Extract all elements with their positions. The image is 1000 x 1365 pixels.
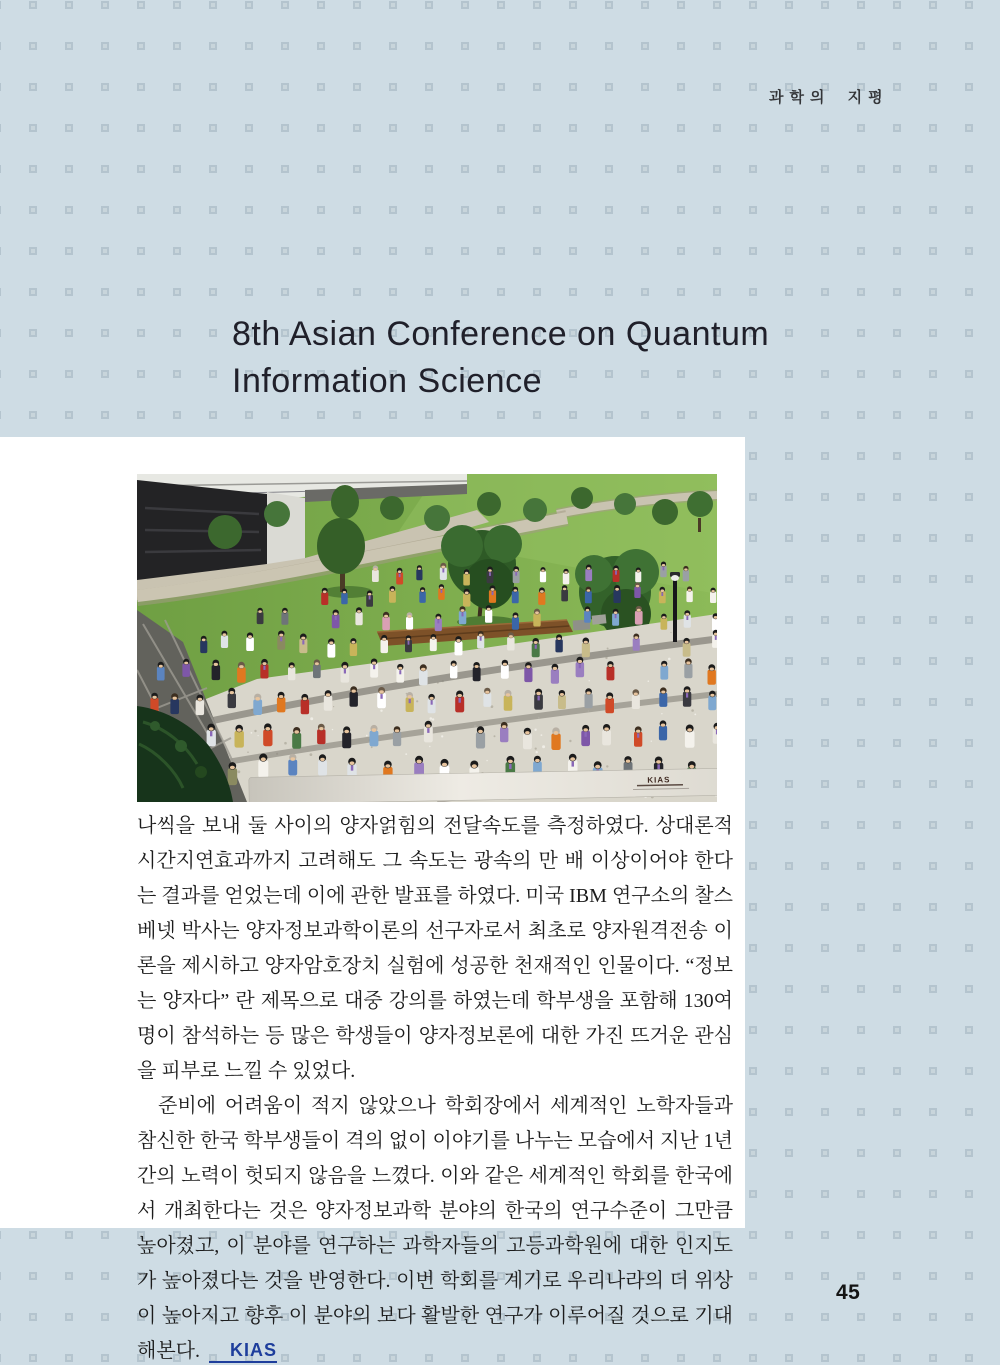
- conference-group-photo: [137, 474, 717, 802]
- paragraph-1: 나씩을 보내 둘 사이의 양자얽힘의 전달속도를 측정하였다. 상대론적 시간지연효과까지 고려해도 그 속도는 광속의 만 배 이상이어야 한다는 결과를 얻었는데 이에 관한 발표를 하였다. 미국 IBM 연구소의 찰스 베넷 박사는 양자정보과학이론의 선구자로서 최초로 양자원격전송 이론을 제시하고 양자암호장치 실험에 성공한 천재적인 인물이다. “정보는 양자다” 란 제목으로 대중 강의를 하였는데 학부생을 포함해 130여명이 참석하는 등 많은 학생들이 양자정보론에 대한 가진 뜨거운 관심을 피부로 느낄 수 있었다.: [137, 815, 733, 1082]
- paragraph-2-text: 준비에 어려움이 적지 않았으나 학회장에서 세계적인 노학자들과 참신한 한국 학부생들이 격의 없이 이야기를 나누는 모습에서 지난 1년간의 노력이 헛되지 않음을 느꼈다. 이와 같은 세계적인 학회를 한국에서 개최한다는 것은 양자정보과학 분야의 한국의 연구수준이 그만큼 높아졌고, 이 분야를 연구하는 과학자들의 고등과학원에 대한 인지도가 높아졌다는 것을 반영한다. 이번 학회를 계기로 우리나라의 더 위상이 높아지고 향후 이 분야의 보다 활발한 연구가 이루어질 것으로 기대해본다.: [137, 1095, 733, 1362]
- article-title-line2: Information Science: [232, 362, 542, 400]
- page-number: 45: [836, 1281, 861, 1304]
- article-title-line1: 8th Asian Conference on Quantum: [232, 315, 770, 353]
- article-title: [232, 311, 772, 405]
- article-body: [137, 809, 733, 1365]
- section-header: 과학의 지평: [769, 89, 889, 106]
- photo-banner-text: KIAS: [647, 775, 671, 785]
- kias-logo: KIAS: [209, 1341, 277, 1363]
- paragraph-2: [137, 1089, 733, 1365]
- content-box: [0, 437, 745, 1362]
